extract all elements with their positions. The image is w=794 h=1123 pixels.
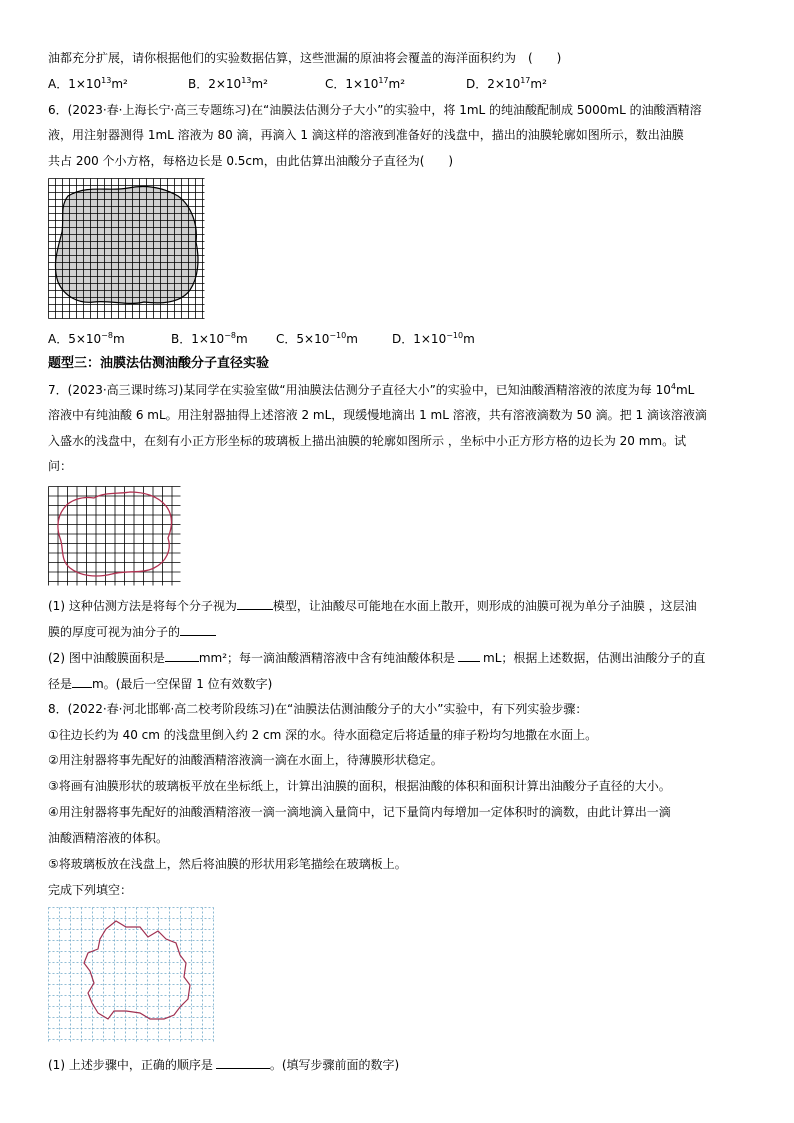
q8-oil-film-grid-figure [48,907,214,1044]
q8-fill-instruction: 完成下列填空： [48,883,133,897]
q8-step-2: ②用注射器将事先配好的油酸酒精溶液滴一滴在水面上，待薄膜形状稳定。 [48,753,443,767]
q6-option-d[interactable]: D．$1\times 10^{-10}m$ [392,331,475,346]
q6-line3: 共占 200 个小方格，每格边长是 0.5cm，由此估算出油酸分子直径为( ) [48,154,454,168]
q8-step-3: ③将画有油膜形状的玻璃板平放在坐标纸上，计算出油膜的面积，根据油酸的体积和面积计算出油酸分子直径的大小。 [48,779,671,793]
q7-line3: 入盛水的浅盘中，在刻有小正方形坐标的玻璃板上描出油膜的轮廓如图所示 ，坐标中小正方形方格的边长为 20 mm。试 [48,434,687,448]
q7-sub1-line2: 膜的厚度可视为油分子的 [48,623,216,640]
q6-oil-film-grid-figure [48,178,205,319]
q6-line1: 6．(2023·春·上海长宁·高三专题练习)在“油膜法估测分子大小”的实验中，将 1mL 的纯油酸配制成 5000mL 的油酸酒精溶 [48,103,702,117]
q7-blank-volume[interactable] [458,649,480,662]
q7-sub2-line1: (2) 图中油酸膜面积是 mm²；每一滴油酸酒精溶液中含有纯油酸体积是 mL；根据上述数据，估测出油酸分子的直 [48,651,706,665]
q5-option-c[interactable]: C．$1\times 10^{17}m^2$ [325,76,406,91]
q8-line1: 8．(2022·春·河北邯郸·高二校考阶段练习)在“油膜法估测油酸分子的大小”实验中，有下列实验步骤： [48,702,588,716]
q7-blank-diameter[interactable] [72,675,92,688]
q7-line1: 7．(2023·高三课时练习)某同学在实验室做“用油膜法估测分子直径大小”的实验中，已知油酸酒精溶液的浓度为每 $10^4mL$ [48,382,695,397]
q7-blank-model[interactable] [237,597,273,610]
q8-blank-order[interactable] [216,1056,270,1069]
q7-sub1-line1: (1) 这种估测方法是将每个分子视为 模型，让油酸尽可能地在水面上散开，则形成的油膜可视为单分子油膜 ，这层油 [48,599,697,613]
section-title: 题型三：油膜法估测油酸分子直径实验 [48,356,270,371]
q7-blank-area[interactable] [165,649,199,662]
q7-line4: 问： [48,459,73,473]
q8-step-5: ⑤将玻璃板放在浅盘上，然后将油膜的形状用彩笔描绘在玻璃板上。 [48,857,407,871]
q8-oil-film-outline [84,921,190,1019]
q8-step-4: ④用注射器将事先配好的油酸酒精溶液一滴一滴地滴入量筒中，记下量筒内每增加一定体积时的滴数，由此计算出一滴 [48,805,671,819]
q5-option-d[interactable]: D．$2\times 10^{17}m^2$ [466,76,547,91]
q8-step-4-cont: 油酸酒精溶液的体积。 [48,831,169,845]
q8-step-1: ①往边长约为 40 cm 的浅盘里倒入约 2 cm 深的水。待水面稳定后将适量的痱子粉均匀地撒在水面上。 [48,728,598,742]
q8-sub1: (1) 上述步骤中，正确的顺序是 。(填写步骤前面的数字) [48,1058,400,1072]
q7-sub2-line2: 径是 m。(最后一空保留 1 位有效数字) [48,677,273,691]
q5-option-b[interactable]: B．$2\times 10^{13}m^2$ [188,76,268,91]
q7-blank-thickness[interactable] [180,623,216,636]
q6-line2: 液，用注射器测得 1mL 溶液为 80 滴，再滴入 1 滴这样的溶液到准备好的浅盘中，描出的油膜轮廓如图所示，数出油膜 [48,128,684,142]
q6-option-c[interactable]: C．$5\times 10^{-10}m$ [276,331,358,346]
q6-option-b[interactable]: B．$1\times 10^{-8}m$ [171,331,248,346]
q5-continuation: 油都充分扩展，请你根据他们的实验数据估算，这些泄漏的原油将会覆盖的海洋面积约为 ( ) [48,51,562,65]
q7-oil-film-grid-figure [48,486,181,586]
q5-option-a[interactable]: A．$1\times 10^{13}m^2$ [48,76,128,91]
q7-line2: 溶液中有纯油酸 6 mL。用注射器抽得上述溶液 2 mL，现缓慢地滴出 1 mL 溶液，共有溶液滴数为 50 滴。把 1 滴该溶液滴 [48,408,707,422]
q6-option-a[interactable]: A．$5\times 10^{-8}m$ [48,331,125,346]
